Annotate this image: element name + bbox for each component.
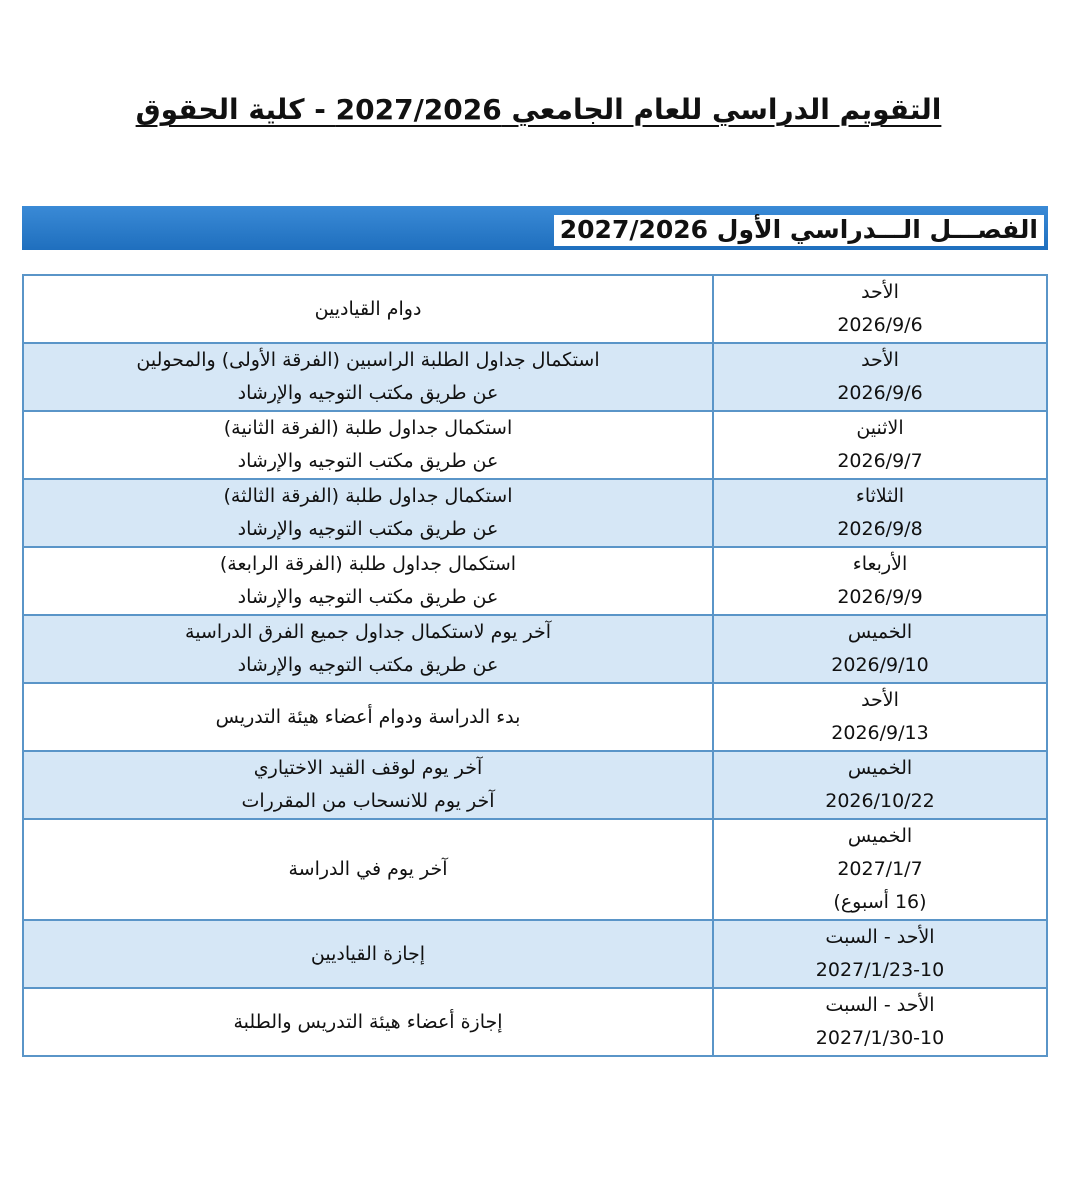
table-row [23,683,1047,751]
date-cell [713,683,1047,751]
day-label: الخميس [847,621,913,643]
day-label: الأحد - السبت [825,926,935,948]
date-cell [713,479,1047,547]
table-row [23,615,1047,683]
event-line: عن طريق مكتب التوجيه والإرشاد [237,450,499,472]
event-line: إجازة القياديين [310,942,426,965]
date-label: 2026/9/8 [837,518,923,540]
date-cell [713,920,1047,988]
event-line: دوام القياديين [314,297,422,320]
event-cell [23,615,713,683]
event-cell [23,683,713,751]
semester-title-text: الفصـــل الـــدراسي الأول 2027/2026 [554,215,1044,246]
day-label: الخميس [847,757,913,779]
date-cell [713,819,1047,920]
event-cell [23,275,713,343]
event-line: آخر يوم لاستكمال جداول جميع الفرق الدراسية [185,621,551,643]
date-label: 2026/9/7 [837,450,923,472]
day-label: الأحد - السبت [825,994,935,1016]
page-title [0,90,1077,130]
date-cell [713,411,1047,479]
date-label: 2027/1/30-10 [815,1027,945,1049]
table-row [23,479,1047,547]
table-row [23,343,1047,411]
event-line: عن طريق مكتب التوجيه والإرشاد [237,518,499,540]
table-row [23,819,1047,920]
event-line: عن طريق مكتب التوجيه والإرشاد [237,586,499,608]
page-title-text: التقويم الدراسي للعام الجامعي 2027/2026 - كلية الحقوق [135,93,942,126]
event-cell [23,343,713,411]
table-row [23,988,1047,1056]
event-line: استكمال جداول طلبة (الفرقة الثالثة) [223,485,513,507]
date-cell [713,275,1047,343]
date-label: 2026/9/6 [837,382,923,404]
date-label: 2026/10/22 [825,790,935,812]
semester-title [22,210,1048,254]
table-row [23,275,1047,343]
day-label: الثلاثاء [855,485,905,507]
table-row [23,920,1047,988]
day-label: الأحد [861,689,899,711]
event-cell [23,988,713,1056]
date-label: 2026/9/13 [831,722,929,744]
event-line: بدء الدراسة ودوام أعضاء هيئة التدريس [215,705,521,728]
day-label: الأربعاء [852,553,908,575]
event-cell [23,411,713,479]
event-cell [23,479,713,547]
date-cell [713,615,1047,683]
date-cell [713,343,1047,411]
day-label: الاثنين [856,417,904,439]
table-row [23,547,1047,615]
table-row [23,411,1047,479]
date-label: 2027/1/7 [837,858,923,880]
event-line: آخر يوم في الدراسة [288,858,448,880]
date-label: 2026/9/6 [837,314,923,336]
date-cell [713,988,1047,1056]
date-label: 2026/9/9 [837,586,923,608]
event-line: عن طريق مكتب التوجيه والإرشاد [237,382,499,404]
date-cell [713,751,1047,819]
event-line: آخر يوم للانسحاب من المقررات [241,790,495,812]
day-label: الخميس [847,825,913,847]
event-cell [23,751,713,819]
date-label: 2027/1/23-10 [815,959,945,981]
calendar-table [22,274,1048,1057]
event-cell [23,547,713,615]
event-cell [23,819,713,920]
event-line: استكمال جداول طلبة (الفرقة الثانية) [223,417,513,439]
duration-note: (16 أسبوع) [833,891,927,913]
event-line: عن طريق مكتب التوجيه والإرشاد [237,654,499,676]
event-line: إجازة أعضاء هيئة التدريس والطلبة [233,1010,503,1033]
day-label: الأحد [861,349,899,371]
event-cell [23,920,713,988]
day-label: الأحد [861,281,899,303]
event-line: استكمال جداول الطلبة الراسبين (الفرقة الأولى) والمحولين [136,349,600,371]
date-label: 2026/9/10 [831,654,929,676]
event-line: استكمال جداول طلبة (الفرقة الرابعة) [219,553,517,575]
table-row [23,751,1047,819]
event-line: آخر يوم لوقف القيد الاختياري [253,757,483,779]
date-cell [713,547,1047,615]
